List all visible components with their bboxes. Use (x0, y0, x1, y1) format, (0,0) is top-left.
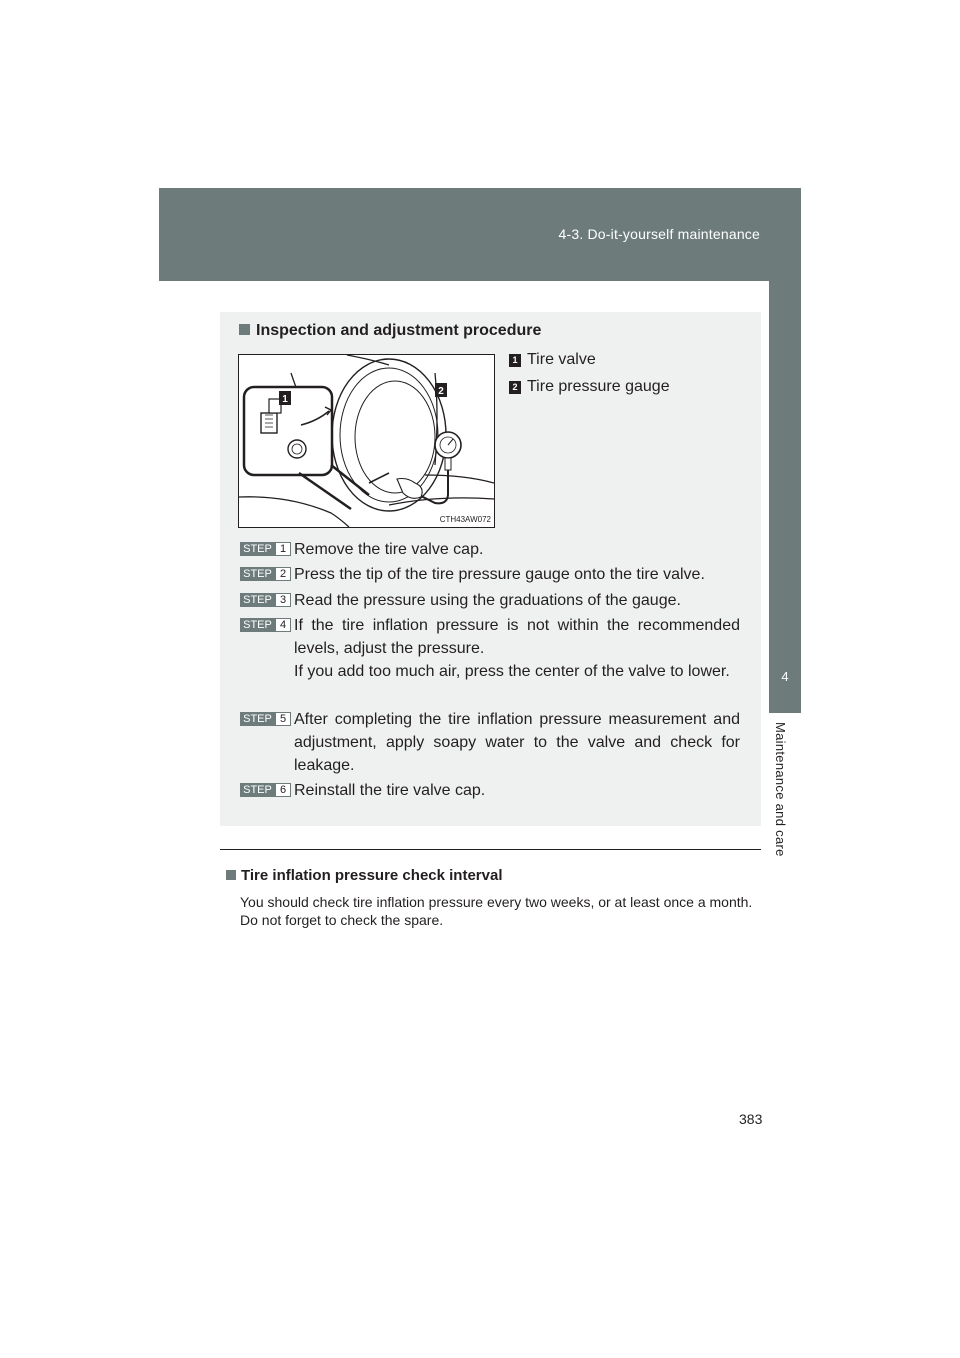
step-badge: STEP 6 (240, 783, 291, 797)
section-divider (220, 849, 761, 850)
tire-illustration-drawing (239, 355, 494, 527)
step-5 (240, 708, 740, 777)
step-1 (240, 538, 740, 561)
step-badge: STEP 3 (240, 593, 291, 607)
tire-gauge-illustration (238, 354, 495, 528)
step-2 (240, 563, 740, 586)
step-text: Reinstall the tire valve cap. (294, 782, 486, 799)
chapter-title: Maintenance and care (773, 722, 788, 857)
side-tab-band (769, 188, 801, 640)
svg-text:1: 1 (282, 394, 288, 405)
step-6 (240, 779, 740, 802)
chapter-title-tab (773, 722, 797, 872)
legend-label: Tire pressure gauge (527, 378, 670, 395)
interval-body (240, 893, 754, 929)
number-badge-icon: 2 (509, 381, 521, 394)
step-text: Read the pressure using the graduations of the gauge. (294, 592, 681, 609)
page-number: 383 (739, 1111, 763, 1127)
step-3 (240, 589, 740, 612)
step-text: If you add too much air, press the center of the valve to lower. (294, 663, 730, 680)
step-4 (240, 614, 740, 683)
procedure-heading (239, 322, 541, 340)
interval-paragraph: Do not forget to check the spare. (240, 912, 444, 928)
step-badge: STEP 2 (240, 567, 291, 581)
step-text: If the tire inflation pressure is not within the recommended levels, adjust the pressure. (294, 617, 740, 657)
procedure-heading-text: Inspection and adjustment procedure (256, 322, 542, 339)
legend-item-pressure-gauge (509, 378, 670, 396)
legend-label: Tire valve (527, 351, 596, 368)
legend-item-tire-valve (509, 351, 596, 369)
interval-heading-text: Tire inflation pressure check interval (241, 867, 503, 884)
illustration-code: CTH43AW072 (439, 515, 491, 524)
page-header (159, 188, 801, 281)
interval-paragraph: You should check tire inflation pressure every two weeks, or at least once a month. (240, 894, 753, 910)
step-text: After completing the tire inflation pressure measurement and adjustment, apply soapy water to the valve and check for leakage. (294, 711, 740, 774)
interval-heading (226, 867, 503, 884)
step-badge: STEP 1 (240, 542, 291, 556)
step-badge: STEP 5 (240, 712, 291, 726)
square-bullet-icon (226, 870, 236, 880)
svg-text:2: 2 (438, 386, 444, 397)
step-badge: STEP 4 (240, 618, 291, 632)
step-text: Remove the tire valve cap. (294, 541, 484, 558)
step-text: Press the tip of the tire pressure gauge onto the tire valve. (294, 566, 705, 583)
number-badge-icon: 1 (509, 354, 521, 367)
section-title: 4-3. Do-it-yourself maintenance (558, 226, 760, 242)
chapter-number: 4 (769, 640, 801, 713)
square-bullet-icon (239, 324, 250, 335)
